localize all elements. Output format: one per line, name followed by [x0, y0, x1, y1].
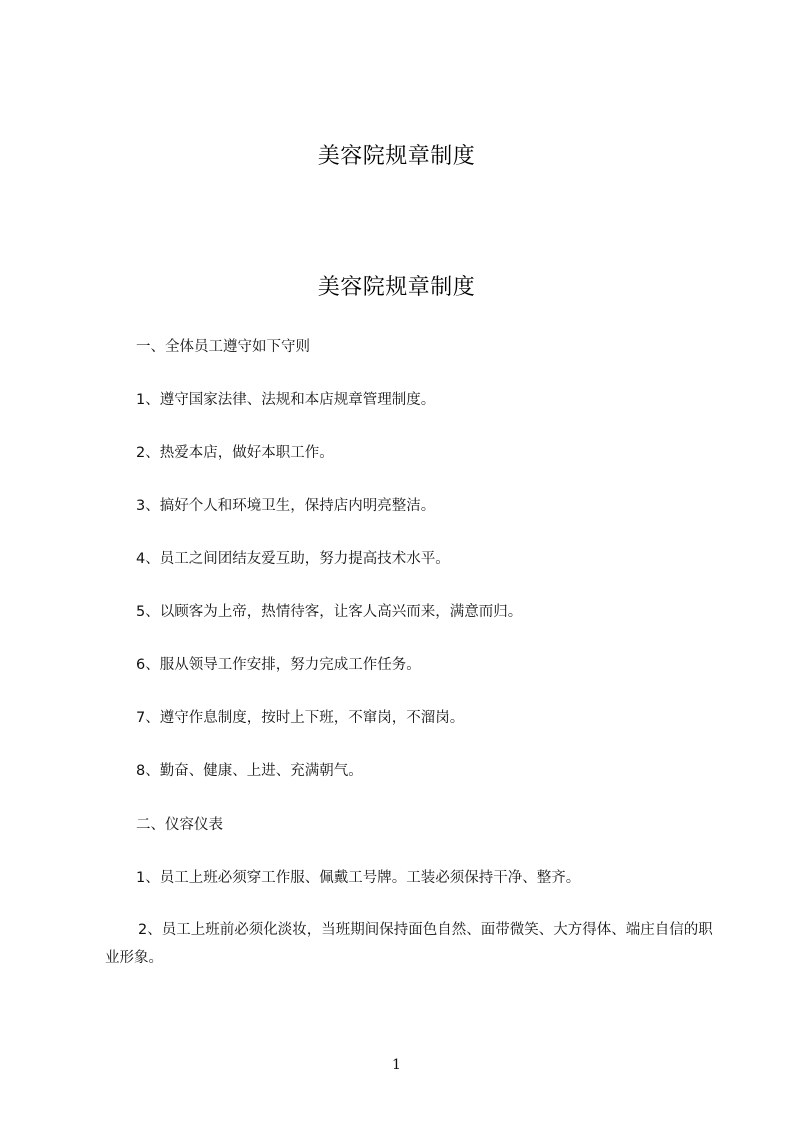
rule-item-7: 7、遵守作息制度，按时上下班，不窜岗，不溜岗。 [136, 710, 465, 726]
appearance-item-2: 2、员工上班前必须化淡妆，当班期间保持面色自然、面带微笑、大方得体、端庄自信的职业形象。 [105, 922, 713, 966]
document-title: 美容院规章制度 [317, 275, 476, 300]
rule-item-8: 8、勤奋、健康、上进、充满朝气。 [136, 763, 363, 779]
rule-item-4: 4、员工之间团结友爱互助，努力提高技术水平。 [136, 551, 450, 567]
page-number: 1 [392, 1057, 401, 1073]
rule-item-3: 3、搞好个人和环境卫生，保持店内明亮整洁。 [136, 498, 436, 514]
rule-item-6: 6、服从领导工作安排，努力完成工作任务。 [136, 657, 421, 673]
rule-item-5: 5、以顾客为上帝，热情待客，让客人高兴而来，满意而归。 [136, 604, 523, 620]
rule-item-1: 1、遵守国家法律、法规和本店规章管理制度。 [136, 392, 436, 408]
section-1-heading: 一、全体员工遵守如下守则 [136, 339, 310, 355]
appearance-item-1: 1、员工上班必须穿工作服、佩戴工号牌。工装必须保持干净、整齐。 [136, 870, 581, 886]
section-2-heading: 二、仪容仪表 [136, 817, 223, 833]
cover-title: 美容院规章制度 [317, 144, 476, 169]
rule-item-2: 2、热爱本店，做好本职工作。 [136, 445, 334, 461]
